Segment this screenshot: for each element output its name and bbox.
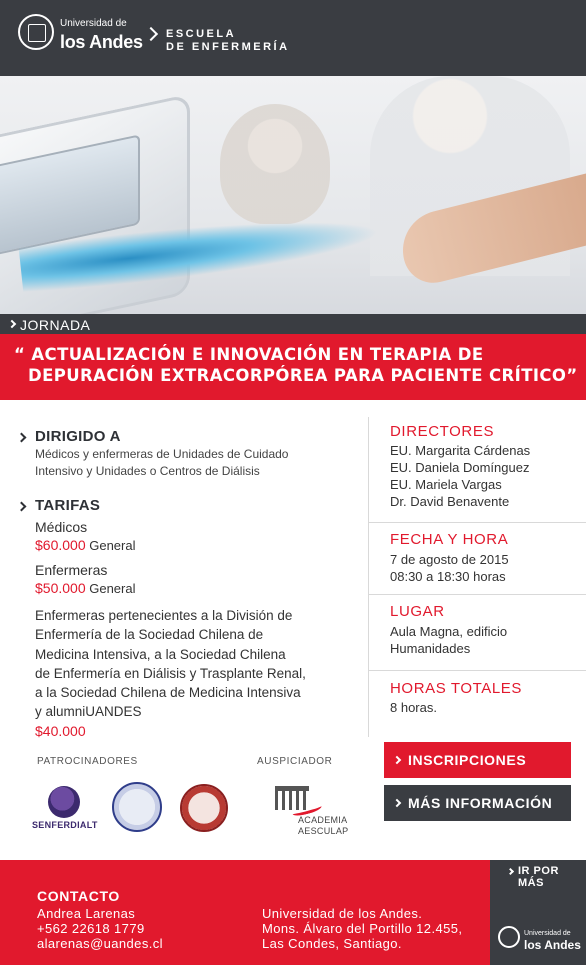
venue-line2: Humanidades <box>390 641 471 656</box>
special-rate-line: a la Sociedad Chilena de Medicina Intensiva <box>35 685 301 701</box>
university-seal-icon <box>498 926 520 948</box>
mas-informacion-label: MÁS INFORMACIÓN <box>408 795 553 811</box>
enfermeras-price: $50.000 <box>35 580 86 596</box>
event-title-band <box>0 334 586 400</box>
fecha-title: FECHA Y HORA <box>390 531 509 548</box>
address-line1: Universidad de los Andes. <box>262 906 423 921</box>
medicos-note: General <box>89 538 136 553</box>
senferdialt-name: SENFERDIALT <box>32 820 98 830</box>
header-bar <box>0 0 586 76</box>
society-seal-icon <box>112 782 162 832</box>
address-line2: Mons. Álvaro del Portillo 12.455, <box>262 921 463 936</box>
event-title-line1: “ ACTUALIZACIÓN E INNOVACIÓN EN TERAPIA DE <box>14 345 484 364</box>
dirigido-line1: Médicos y enfermeras de Unidades de Cuidado <box>35 447 289 461</box>
aesculap-line2: AESCULAP <box>298 826 349 836</box>
director-name: EU. Daniela Domínguez <box>390 460 530 475</box>
horas-title: HORAS TOTALES <box>390 680 523 697</box>
patient-figure <box>220 104 330 224</box>
inscripciones-button[interactable] <box>384 742 571 778</box>
event-title-line2: DEPURACIÓN EXTRACORPÓREA PARA PACIENTE CRÍTICO” <box>28 366 578 385</box>
special-rate-line: Medicina Intensiva, a la Sociedad Chilena <box>35 646 286 662</box>
footer-logo-big: los Andes <box>524 938 581 952</box>
senferdialt-logo-icon <box>48 786 80 818</box>
event-date: 7 de agosto de 2015 <box>390 552 509 567</box>
contacto-title: CONTACTO <box>37 888 120 904</box>
footer-logo-small: Universidad de <box>524 930 571 937</box>
special-rate-description <box>35 606 355 722</box>
hero-image <box>0 76 586 314</box>
contact-email-link[interactable]: alarenas@uandes.cl <box>37 936 163 951</box>
medicine-society-seal-icon <box>180 784 228 832</box>
enfermeras-price-line <box>35 580 135 596</box>
enfermeras-note: General <box>89 581 136 596</box>
horas-value: 8 horas. <box>390 700 437 715</box>
divider <box>368 670 586 671</box>
directores-title: DIRECTORES <box>390 423 495 440</box>
director-name: EU. Mariela Vargas <box>390 477 502 492</box>
school-name-line2: DE ENFERMERÍA <box>166 41 290 53</box>
tarifas-title: TARIFAS <box>35 497 101 514</box>
event-type-label: JORNADA <box>20 317 91 333</box>
column-divider <box>368 417 369 737</box>
chevron-right-icon <box>17 433 27 443</box>
divider <box>368 594 586 595</box>
chevron-right-icon <box>17 502 27 512</box>
dirigido-line2: Intensivo y Unidades o Centros de Diálisis <box>35 464 260 478</box>
special-rate-line: y alumniUANDES <box>35 704 142 720</box>
lugar-title: LUGAR <box>390 603 445 620</box>
medicos-price-line <box>35 537 135 553</box>
special-price: $40.000 <box>35 723 86 739</box>
university-seal-icon <box>18 14 54 50</box>
special-rate-line: Enfermería de la Sociedad Chilena de <box>35 627 264 643</box>
contact-phone: +562 22618 1779 <box>37 921 145 936</box>
medicos-price: $60.000 <box>35 537 86 553</box>
chevron-right-icon <box>393 756 401 764</box>
address-line3: Las Condes, Santiago. <box>262 936 402 951</box>
inscripciones-label: INSCRIPCIONES <box>408 752 527 768</box>
ir-por-mas-link[interactable]: IR POR MÁS <box>518 865 559 889</box>
chevron-right-icon <box>144 27 158 41</box>
university-name-small: Universidad de <box>60 18 127 29</box>
chevron-right-icon <box>393 799 401 807</box>
school-name-line1: ESCUELA <box>166 28 237 40</box>
special-rate-line: de Enfermería en Diálisis y Trasplante Renal, <box>35 665 306 681</box>
chevron-right-icon <box>8 320 16 328</box>
university-name-big: los Andes <box>60 32 143 52</box>
director-name: EU. Margarita Cárdenas <box>390 443 531 458</box>
event-type-bar <box>0 314 586 334</box>
dirigido-title: DIRIGIDO A <box>35 428 121 445</box>
mas-informacion-button[interactable] <box>384 785 571 821</box>
director-name: Dr. David Benavente <box>390 494 510 509</box>
enfermeras-label: Enfermeras <box>35 562 108 578</box>
aesculap-line1: ACADEMIA <box>298 815 348 825</box>
contact-name: Andrea Larenas <box>37 906 136 921</box>
medicos-label: Médicos <box>35 519 88 535</box>
venue-line1: Aula Magna, edificio <box>390 624 508 639</box>
divider <box>368 522 586 523</box>
special-rate-line: Enfermeras pertenecientes a la División de <box>35 608 293 623</box>
event-time: 08:30 a 18:30 horas <box>390 569 506 584</box>
patrocinadores-label: PATROCINADORES <box>37 756 138 767</box>
auspiciador-label: AUSPICIADOR <box>257 756 333 767</box>
